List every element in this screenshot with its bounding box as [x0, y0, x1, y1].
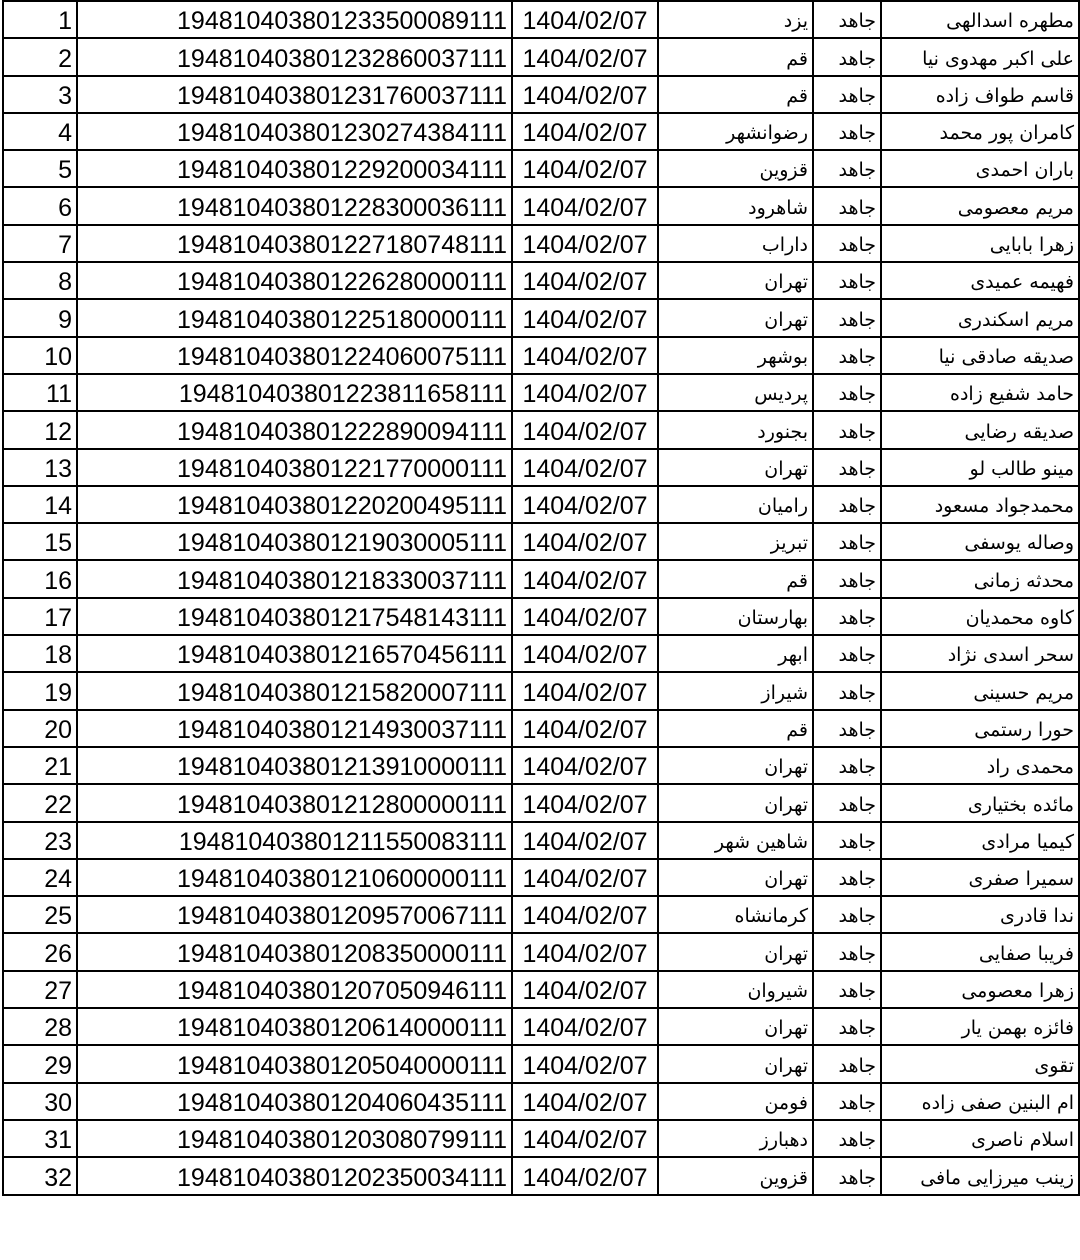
table-row: [3, 1, 1079, 38]
row-number-cell: 2: [3, 38, 77, 75]
organization-cell: جاهد: [813, 822, 881, 859]
date-cell: 1404/02/07: [512, 187, 658, 224]
organization-cell: جاهد: [813, 299, 881, 336]
date-cell: 1404/02/07: [512, 1008, 658, 1045]
organization-cell: جاهد: [813, 859, 881, 896]
table-row: [3, 896, 1079, 933]
table-row: [3, 1157, 1079, 1194]
city-cell: دهبارز: [658, 1120, 813, 1157]
tracking-code-cell: 194810403801233500089111: [77, 1, 512, 38]
tracking-code-cell: 194810403801202350034111: [77, 1157, 512, 1194]
organization-cell: جاهد: [813, 38, 881, 75]
row-number-cell: 1: [3, 1, 77, 38]
date-cell: 1404/02/07: [512, 449, 658, 486]
organization-cell: جاهد: [813, 560, 881, 597]
row-number-cell: 23: [3, 822, 77, 859]
tracking-code-cell: 194810403801217548143111: [77, 598, 512, 635]
tracking-code-cell: 194810403801229200034111: [77, 150, 512, 187]
row-number-cell: 5: [3, 150, 77, 187]
table-row: [3, 1120, 1079, 1157]
person-name-cell: زهرا معصومی: [881, 971, 1079, 1008]
city-cell: قم: [658, 76, 813, 113]
row-number-cell: 10: [3, 337, 77, 374]
city-cell: شیراز: [658, 672, 813, 709]
organization-cell: جاهد: [813, 933, 881, 970]
tracking-code-cell: 194810403801216570456111: [77, 635, 512, 672]
organization-cell: جاهد: [813, 1120, 881, 1157]
table-row: [3, 859, 1079, 896]
date-cell: 1404/02/07: [512, 710, 658, 747]
city-cell: کرمانشاه: [658, 896, 813, 933]
date-cell: 1404/02/07: [512, 1, 658, 38]
city-cell: یزد: [658, 1, 813, 38]
organization-cell: جاهد: [813, 710, 881, 747]
tracking-code-cell: 194810403801222890094111: [77, 411, 512, 448]
tracking-code-cell: 194810403801213910000111: [77, 747, 512, 784]
date-cell: 1404/02/07: [512, 76, 658, 113]
table-row: [3, 374, 1079, 411]
table-row: [3, 822, 1079, 859]
organization-cell: جاهد: [813, 784, 881, 821]
table-row: [3, 38, 1079, 75]
city-cell: تهران: [658, 1045, 813, 1082]
row-number-cell: 20: [3, 710, 77, 747]
person-name-cell: علی اکبر مهدوی نیا: [881, 38, 1079, 75]
city-cell: بهارستان: [658, 598, 813, 635]
row-number-cell: 11: [3, 374, 77, 411]
date-cell: 1404/02/07: [512, 672, 658, 709]
organization-cell: جاهد: [813, 76, 881, 113]
row-number-cell: 29: [3, 1045, 77, 1082]
date-cell: 1404/02/07: [512, 523, 658, 560]
person-name-cell: زینب میرزایی مافی: [881, 1157, 1079, 1194]
organization-cell: جاهد: [813, 1157, 881, 1194]
date-cell: 1404/02/07: [512, 262, 658, 299]
person-name-cell: ام البنین صفی زاده: [881, 1083, 1079, 1120]
city-cell: تهران: [658, 449, 813, 486]
city-cell: قزوین: [658, 150, 813, 187]
tracking-code-cell: 194810403801231760037111: [77, 76, 512, 113]
tracking-code-cell: 194810403801209570067111: [77, 896, 512, 933]
tracking-code-cell: 194810403801207050946111: [77, 971, 512, 1008]
row-number-cell: 17: [3, 598, 77, 635]
organization-cell: جاهد: [813, 635, 881, 672]
organization-cell: جاهد: [813, 113, 881, 150]
organization-cell: جاهد: [813, 672, 881, 709]
table-row: [3, 187, 1079, 224]
person-name-cell: اسلام ناصری: [881, 1120, 1079, 1157]
city-cell: قم: [658, 38, 813, 75]
person-name-cell: حامد شفیع زاده: [881, 374, 1079, 411]
row-number-cell: 31: [3, 1120, 77, 1157]
table-row: [3, 710, 1079, 747]
city-cell: شیروان: [658, 971, 813, 1008]
city-cell: شاهین شهر: [658, 822, 813, 859]
table-row: [3, 76, 1079, 113]
person-name-cell: مطهره اسدالهی: [881, 1, 1079, 38]
date-cell: 1404/02/07: [512, 598, 658, 635]
date-cell: 1404/02/07: [512, 859, 658, 896]
organization-cell: جاهد: [813, 486, 881, 523]
organization-cell: جاهد: [813, 262, 881, 299]
person-name-cell: فائزه بهمن یار: [881, 1008, 1079, 1045]
table-row: [3, 672, 1079, 709]
city-cell: رامیان: [658, 486, 813, 523]
tracking-code-cell: 194810403801228300036111: [77, 187, 512, 224]
tracking-code-cell: 194810403801232860037111: [77, 38, 512, 75]
tracking-code-cell: 194810403801227180748111: [77, 225, 512, 262]
person-name-cell: کامران پور محمد: [881, 113, 1079, 150]
tracking-code-cell: 194810403801205040000111: [77, 1045, 512, 1082]
tracking-code-cell: 194810403801225180000111: [77, 299, 512, 336]
table-row: [3, 971, 1079, 1008]
date-cell: 1404/02/07: [512, 747, 658, 784]
table-row: [3, 337, 1079, 374]
city-cell: فومن: [658, 1083, 813, 1120]
table-row: [3, 225, 1079, 262]
city-cell: رضوانشهر: [658, 113, 813, 150]
date-cell: 1404/02/07: [512, 225, 658, 262]
table-row: [3, 523, 1079, 560]
table-row: [3, 560, 1079, 597]
person-name-cell: کاوه محمدیان: [881, 598, 1079, 635]
organization-cell: جاهد: [813, 1045, 881, 1082]
city-cell: تهران: [658, 859, 813, 896]
row-number-cell: 19: [3, 672, 77, 709]
tracking-code-cell: 194810403801219030005111: [77, 523, 512, 560]
organization-cell: جاهد: [813, 150, 881, 187]
row-number-cell: 18: [3, 635, 77, 672]
date-cell: 1404/02/07: [512, 150, 658, 187]
table-row: [3, 113, 1079, 150]
city-cell: داراب: [658, 225, 813, 262]
records-table: [2, 0, 1080, 1196]
organization-cell: جاهد: [813, 896, 881, 933]
city-cell: تبریز: [658, 523, 813, 560]
organization-cell: جاهد: [813, 598, 881, 635]
person-name-cell: محدثه زمانی: [881, 560, 1079, 597]
row-number-cell: 16: [3, 560, 77, 597]
table-row: [3, 411, 1079, 448]
organization-cell: جاهد: [813, 225, 881, 262]
organization-cell: جاهد: [813, 1, 881, 38]
row-number-cell: 8: [3, 262, 77, 299]
organization-cell: جاهد: [813, 337, 881, 374]
date-cell: 1404/02/07: [512, 337, 658, 374]
person-name-cell: سمیرا صفری: [881, 859, 1079, 896]
person-name-cell: زهرا بابایی: [881, 225, 1079, 262]
date-cell: 1404/02/07: [512, 1045, 658, 1082]
city-cell: تهران: [658, 747, 813, 784]
organization-cell: جاهد: [813, 747, 881, 784]
date-cell: 1404/02/07: [512, 635, 658, 672]
row-number-cell: 21: [3, 747, 77, 784]
person-name-cell: قاسم طواف زاده: [881, 76, 1079, 113]
row-number-cell: 15: [3, 523, 77, 560]
table-row: [3, 150, 1079, 187]
person-name-cell: سحر اسدی نژاد: [881, 635, 1079, 672]
date-cell: 1404/02/07: [512, 971, 658, 1008]
row-number-cell: 25: [3, 896, 77, 933]
tracking-code-cell: 194810403801204060435111: [77, 1083, 512, 1120]
person-name-cell: مریم حسینی: [881, 672, 1079, 709]
organization-cell: جاهد: [813, 523, 881, 560]
person-name-cell: فریبا صفایی: [881, 933, 1079, 970]
tracking-code-cell: 194810403801224060075111: [77, 337, 512, 374]
date-cell: 1404/02/07: [512, 113, 658, 150]
tracking-code-cell: 194810403801226280000111: [77, 262, 512, 299]
organization-cell: جاهد: [813, 411, 881, 448]
tracking-code-cell: 194810403801211550083111: [77, 822, 512, 859]
city-cell: تهران: [658, 1008, 813, 1045]
row-number-cell: 9: [3, 299, 77, 336]
city-cell: قم: [658, 710, 813, 747]
date-cell: 1404/02/07: [512, 560, 658, 597]
city-cell: تهران: [658, 933, 813, 970]
person-name-cell: مینو طالب لو: [881, 449, 1079, 486]
organization-cell: جاهد: [813, 187, 881, 224]
city-cell: قم: [658, 560, 813, 597]
date-cell: 1404/02/07: [512, 933, 658, 970]
table-row: [3, 747, 1079, 784]
table-row: [3, 1083, 1079, 1120]
records-table-body: [3, 1, 1079, 1195]
tracking-code-cell: 194810403801210600000111: [77, 859, 512, 896]
table-row: [3, 635, 1079, 672]
tracking-code-cell: 194810403801212800000111: [77, 784, 512, 821]
table-row: [3, 299, 1079, 336]
table-row: [3, 262, 1079, 299]
city-cell: قزوین: [658, 1157, 813, 1194]
table-row: [3, 933, 1079, 970]
table-row: [3, 1008, 1079, 1045]
table-row: [3, 784, 1079, 821]
person-name-cell: باران احمدی: [881, 150, 1079, 187]
tracking-code-cell: 194810403801220200495111: [77, 486, 512, 523]
person-name-cell: مریم اسکندری: [881, 299, 1079, 336]
row-number-cell: 27: [3, 971, 77, 1008]
city-cell: بجنورد: [658, 411, 813, 448]
row-number-cell: 12: [3, 411, 77, 448]
row-number-cell: 7: [3, 225, 77, 262]
person-name-cell: کیمیا مرادی: [881, 822, 1079, 859]
date-cell: 1404/02/07: [512, 38, 658, 75]
row-number-cell: 26: [3, 933, 77, 970]
table-row: [3, 486, 1079, 523]
tracking-code-cell: 194810403801215820007111: [77, 672, 512, 709]
date-cell: 1404/02/07: [512, 374, 658, 411]
organization-cell: جاهد: [813, 1083, 881, 1120]
tracking-code-cell: 194810403801230274384111: [77, 113, 512, 150]
row-number-cell: 6: [3, 187, 77, 224]
city-cell: تهران: [658, 299, 813, 336]
tracking-code-cell: 194810403801221770000111: [77, 449, 512, 486]
person-name-cell: مریم معصومی: [881, 187, 1079, 224]
date-cell: 1404/02/07: [512, 299, 658, 336]
date-cell: 1404/02/07: [512, 1157, 658, 1194]
person-name-cell: حورا رستمی: [881, 710, 1079, 747]
row-number-cell: 22: [3, 784, 77, 821]
row-number-cell: 28: [3, 1008, 77, 1045]
tracking-code-cell: 194810403801203080799111: [77, 1120, 512, 1157]
date-cell: 1404/02/07: [512, 1083, 658, 1120]
person-name-cell: ندا قادری: [881, 896, 1079, 933]
person-name-cell: محمدجواد مسعود: [881, 486, 1079, 523]
table-row: [3, 1045, 1079, 1082]
date-cell: 1404/02/07: [512, 1120, 658, 1157]
date-cell: 1404/02/07: [512, 896, 658, 933]
date-cell: 1404/02/07: [512, 784, 658, 821]
person-name-cell: تقوی: [881, 1045, 1079, 1082]
tracking-code-cell: 194810403801223811658111: [77, 374, 512, 411]
tracking-code-cell: 194810403801214930037111: [77, 710, 512, 747]
city-cell: تهران: [658, 784, 813, 821]
tracking-code-cell: 194810403801208350000111: [77, 933, 512, 970]
person-name-cell: فهیمه عمیدی: [881, 262, 1079, 299]
date-cell: 1404/02/07: [512, 486, 658, 523]
date-cell: 1404/02/07: [512, 411, 658, 448]
organization-cell: جاهد: [813, 971, 881, 1008]
row-number-cell: 24: [3, 859, 77, 896]
row-number-cell: 30: [3, 1083, 77, 1120]
person-name-cell: مائده بختیاری: [881, 784, 1079, 821]
tracking-code-cell: 194810403801218330037111: [77, 560, 512, 597]
organization-cell: جاهد: [813, 374, 881, 411]
table-row: [3, 598, 1079, 635]
city-cell: شاهرود: [658, 187, 813, 224]
organization-cell: جاهد: [813, 449, 881, 486]
row-number-cell: 3: [3, 76, 77, 113]
city-cell: تهران: [658, 262, 813, 299]
person-name-cell: صدیقه رضایی: [881, 411, 1079, 448]
row-number-cell: 32: [3, 1157, 77, 1194]
city-cell: پردیس: [658, 374, 813, 411]
table-row: [3, 449, 1079, 486]
row-number-cell: 4: [3, 113, 77, 150]
person-name-cell: وصاله یوسفی: [881, 523, 1079, 560]
city-cell: ابهر: [658, 635, 813, 672]
person-name-cell: صدیقه صادقی نیا: [881, 337, 1079, 374]
tracking-code-cell: 194810403801206140000111: [77, 1008, 512, 1045]
person-name-cell: محمدی راد: [881, 747, 1079, 784]
city-cell: بوشهر: [658, 337, 813, 374]
row-number-cell: 14: [3, 486, 77, 523]
row-number-cell: 13: [3, 449, 77, 486]
date-cell: 1404/02/07: [512, 822, 658, 859]
organization-cell: جاهد: [813, 1008, 881, 1045]
